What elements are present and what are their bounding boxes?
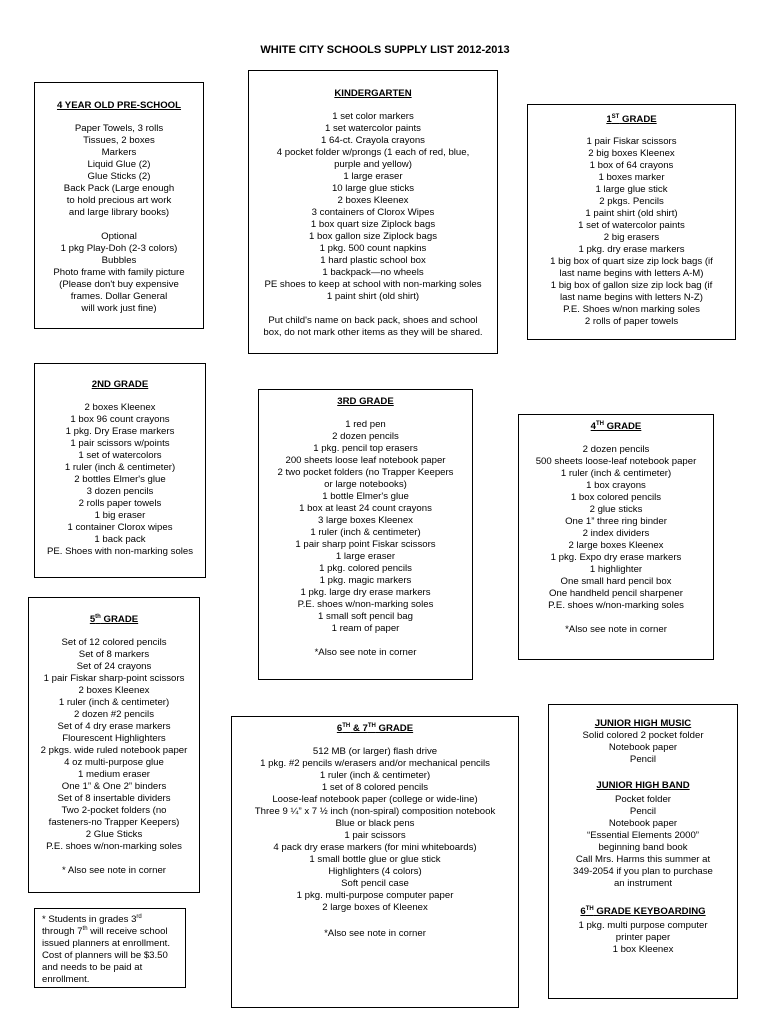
list-item: 1 backpack—no wheels: [322, 267, 424, 278]
kindergarten-items: [249, 111, 497, 303]
list-item: 1 bottle Elmer's glue: [322, 491, 409, 502]
list-item: 1 set of watercolors: [78, 450, 162, 461]
list-item: to hold precious art work: [66, 195, 172, 206]
list-item: PE. Shoes with non-marking soles: [46, 546, 194, 557]
list-item: 2 big erasers: [603, 232, 660, 243]
list-item: Photo frame with family picture: [53, 267, 185, 278]
list-item: 1 pkg. magic markers: [319, 575, 412, 586]
list-item: 1 ruler (inch & centimeter): [310, 527, 421, 538]
list-item: One 1” three ring binder: [565, 516, 667, 527]
list-item: 1 box quart size Ziplock bags: [310, 219, 436, 230]
band-items: [549, 794, 737, 890]
preschool-heading: 4 YEAR OLD PRE-SCHOOL: [56, 100, 182, 111]
list-item: Glue Sticks (2): [87, 171, 151, 182]
list-item: 1 large glue stick: [595, 184, 668, 195]
preschool-optional-items: [35, 243, 203, 315]
list-item: 500 sheets loose-leaf notebook paper: [535, 456, 697, 467]
junior-high-box: [548, 704, 738, 999]
kindergarten-heading: KINDERGARTEN: [334, 88, 412, 99]
list-item: and large library books): [68, 207, 170, 218]
list-item: 1 box gallon size Ziplock bags: [309, 231, 437, 242]
list-item: Put child's name on back pack, shoes and school: [268, 315, 478, 326]
list-item: 1 hard plastic school box: [320, 255, 426, 266]
list-item: 1 pair Fiskar scissors: [586, 136, 677, 147]
list-item: 1 ruler (inch & centimeter): [560, 468, 672, 479]
list-item: Two 2-pocket folders (no: [61, 805, 167, 816]
list-item: 1 pkg. #2 pencils w/erasers and/or mechanical pencils: [260, 758, 490, 769]
list-item: 1 small bottle glue or glue stick: [309, 854, 441, 865]
list-item: 2 big boxes Kleenex: [588, 148, 675, 159]
list-item: 10 large glue sticks: [331, 183, 415, 194]
list-item: 200 sheets loose leaf notebook paper: [285, 455, 446, 466]
grade5-heading: 5th GRADE: [89, 613, 139, 625]
list-item: 1 pkg. Expo dry erase markers: [550, 552, 682, 563]
list-item: Back Pack (Large enough: [63, 183, 175, 194]
list-item: Pencil: [629, 754, 657, 765]
list-item: Notebook paper: [608, 818, 678, 829]
list-item: 1 box at least 24 count crayons: [299, 503, 432, 514]
list-item: 2 glue sticks: [589, 504, 643, 515]
preschool-optional-label: Optional: [101, 231, 137, 242]
list-item: 1 pair sharp point Fiskar scissors: [295, 539, 436, 550]
list-item: 4 pack dry erase markers (for mini whiteboards): [273, 842, 477, 853]
list-item: Cost of planners will be $3.50: [42, 950, 168, 961]
music-items: [549, 730, 737, 766]
list-item: frames. Dollar General: [70, 291, 168, 302]
page-title: WHITE CITY SCHOOLS SUPPLY LIST 2012-2013: [260, 44, 510, 56]
list-item: printer paper: [615, 932, 671, 943]
list-item: 1 box colored pencils: [570, 492, 662, 503]
list-item: purple and yellow): [334, 159, 412, 170]
list-item: 2 dozen #2 pencils: [73, 709, 154, 720]
list-item: 4 oz multi-purpose glue: [64, 757, 164, 768]
preschool-box: [34, 82, 204, 329]
list-item: 1 red pen: [345, 419, 386, 430]
list-item: Highlighters (4 colors): [328, 866, 422, 877]
grade1-items: [528, 136, 735, 328]
grade4-items: [519, 444, 713, 612]
list-item: (Please don't buy expensive: [59, 279, 179, 290]
list-item: One handheld pencil sharpener: [549, 588, 683, 599]
grade67-note: *Also see note in corner: [324, 928, 426, 939]
list-item: 1 medium eraser: [78, 769, 150, 780]
list-item: 1 big eraser: [94, 510, 146, 521]
list-item: One small hard pencil box: [560, 576, 672, 587]
list-item: 1 large eraser: [335, 551, 396, 562]
list-item: 1 box crayons: [586, 480, 646, 491]
list-item: 1 set of watercolor paints: [578, 220, 685, 231]
grade1-heading: 1ST GRADE: [606, 113, 657, 125]
list-item: 2 two pocket folders (no Trapper Keepers: [277, 467, 454, 478]
grade3-box: [258, 389, 473, 680]
list-item: 1 set color markers: [332, 111, 414, 122]
list-item: last name begins with letters A-M): [559, 268, 704, 279]
list-item: 1 box 96 count crayons: [70, 414, 170, 425]
grade2-items: [35, 402, 205, 558]
list-item: beginning band book: [598, 842, 688, 853]
list-item: will work just fine): [81, 303, 157, 314]
list-item: 1 pair Fiskar sharp-point scissors: [43, 673, 185, 684]
list-item: Set of 8 insertable dividers: [57, 793, 171, 804]
list-item: Call Mrs. Harms this summer at: [575, 854, 711, 865]
list-item: issued planners at enrollment.: [42, 938, 170, 949]
grade67-heading: 6TH & 7TH GRADE: [336, 722, 414, 734]
list-item: 1 back pack: [94, 534, 146, 545]
list-item: 349-2054 if you plan to purchase: [573, 866, 713, 877]
list-item: box, do not mark other items as they will be shared.: [263, 327, 483, 338]
list-item: 1 pkg. colored pencils: [319, 563, 412, 574]
list-item: Set of 12 colored pencils: [61, 637, 167, 648]
list-item: 1 64-ct. Crayola crayons: [321, 135, 425, 146]
list-item: 1 pkg. Dry Erase markers: [65, 426, 175, 437]
list-item: 1 large eraser: [343, 171, 403, 182]
list-item: Three 9 ¼” x 7 ½ inch (non-spiral) composition notebook: [254, 806, 496, 817]
list-item: 2 dozen pencils: [332, 431, 399, 442]
list-item: 2 boxes Kleenex: [78, 685, 150, 696]
list-item: 1 big box of quart size zip lock bags (if: [550, 256, 713, 267]
list-item: One 1” & One 2” binders: [61, 781, 167, 792]
corner-note-line: * Students in grades 3rd: [42, 913, 142, 925]
list-item: P.E. shoes w/non-marking soles: [548, 600, 684, 611]
list-item: 1 boxes marker: [598, 172, 665, 183]
list-item: Set of 4 dry erase markers: [57, 721, 171, 732]
list-item: 1 paint shirt (old shirt): [585, 208, 678, 219]
list-item: 1 pkg. multi purpose computer: [578, 920, 708, 931]
list-item: 2 bottles Elmer's glue: [74, 474, 166, 485]
grade4-heading: 4TH GRADE: [590, 420, 642, 432]
list-item: 2 boxes Kleenex: [337, 195, 409, 206]
list-item: 1 pair scissors: [344, 830, 406, 841]
list-item: Pencil: [629, 806, 657, 817]
list-item: 2 large boxes Kleenex: [568, 540, 664, 551]
list-item: 512 MB (or larger) flash drive: [312, 746, 438, 757]
list-item: 3 dozen pencils: [86, 486, 154, 497]
list-item: 2 Glue Sticks: [85, 829, 143, 840]
list-item: 1 box of 64 crayons: [589, 160, 674, 171]
list-item: enrollment.: [42, 974, 90, 985]
list-item: last name begins with letters N-Z): [560, 292, 703, 303]
list-item: 1 paint shirt (old shirt): [326, 291, 420, 302]
grade4-note: *Also see note in corner: [565, 624, 667, 635]
keyboarding-items: [549, 920, 737, 956]
list-item: 2 rolls paper towels: [78, 498, 162, 509]
list-item: Paper Towels, 3 rolls: [74, 123, 164, 134]
list-item: PE shoes to keep at school with non-marking soles: [264, 279, 482, 290]
list-item: 1 pkg. pencil top erasers: [313, 443, 418, 454]
grade67-box: [231, 716, 519, 1008]
grade4-box: [518, 414, 714, 660]
keyboarding-heading: 6TH GRADE KEYBOARDING: [580, 905, 706, 917]
list-item: 1 ruler (inch & centimeter): [58, 697, 170, 708]
list-item: 1 pair scissors w/points: [70, 438, 170, 449]
list-item: and needs to be paid at: [42, 962, 143, 973]
grade3-items: [259, 419, 472, 635]
list-item: 3 containers of Clorox Wipes: [311, 207, 435, 218]
list-item: Tissues, 2 boxes: [83, 135, 155, 146]
list-item: an instrument: [613, 878, 673, 889]
grade67-items: [232, 746, 518, 914]
list-item: 1 container Clorox wipes: [67, 522, 173, 533]
corner-note-line: through 7th will receive school: [42, 925, 168, 937]
list-item: 2 index dividers: [582, 528, 650, 539]
grade5-note: * Also see note in corner: [62, 865, 166, 876]
list-item: 2 pkgs. wide ruled notebook paper: [40, 745, 188, 756]
grade3-note: *Also see note in corner: [314, 647, 417, 658]
list-item: 1 highlighter: [589, 564, 643, 575]
list-item: Flourescent Highlighters: [62, 733, 166, 744]
list-item: Set of 8 markers: [78, 649, 150, 660]
list-item: 1 small soft pencil bag: [318, 611, 413, 622]
kindergarten-note: [249, 315, 497, 339]
list-item: Pocket folder: [615, 794, 671, 805]
list-item: fasteners-no Trapper Keepers): [48, 817, 180, 828]
preschool-items: [35, 123, 203, 219]
list-item: 2 rolls of paper towels: [584, 316, 679, 327]
list-item: Solid colored 2 pocket folder: [582, 730, 704, 741]
list-item: 4 pocket folder w/prongs (1 each of red, blue,: [276, 147, 470, 158]
list-item: 1 pkg Play-Doh (2-3 colors): [60, 243, 178, 254]
list-item: 2 boxes Kleenex: [84, 402, 156, 413]
band-heading: JUNIOR HIGH BAND: [596, 780, 690, 791]
list-item: 1 ream of paper: [331, 623, 400, 634]
list-item: 1 set of 8 colored pencils: [321, 782, 429, 793]
grade2-heading: 2ND GRADE: [91, 379, 149, 390]
list-item: 1 big box of gallon size zip lock bag (if: [550, 280, 713, 291]
list-item: 1 box Kleenex: [612, 944, 674, 955]
list-item: 2 large boxes of Kleenex: [322, 902, 428, 913]
list-item: Notebook paper: [608, 742, 678, 753]
list-item: 1 pkg. large dry erase markers: [300, 587, 431, 598]
list-item: 1 pkg. dry erase markers: [578, 244, 685, 255]
grade2-box: [34, 363, 206, 578]
list-item: “Essential Elements 2000”: [587, 830, 699, 841]
list-item: Loose-leaf notebook paper (college or wide-line): [272, 794, 478, 805]
grade5-box: [28, 597, 200, 893]
list-item: Markers: [101, 147, 137, 158]
list-item: 2 dozen pencils: [582, 444, 650, 455]
list-item: or large notebooks): [324, 479, 407, 490]
list-item: P.E. Shoes w/non marking soles: [563, 304, 700, 315]
list-item: P.E. shoes w/non-marking soles: [297, 599, 434, 610]
list-item: Blue or black pens: [335, 818, 415, 829]
list-item: 2 pkgs. Pencils: [599, 196, 664, 207]
kindergarten-box: [248, 70, 498, 354]
list-item: 1 ruler (inch & centimeter): [319, 770, 431, 781]
grade5-items: [29, 637, 199, 853]
list-item: Soft pencil case: [341, 878, 409, 889]
grade3-heading: 3RD GRADE: [337, 396, 394, 407]
corner-note-box: [34, 908, 186, 988]
list-item: 3 large boxes Kleenex: [318, 515, 413, 526]
list-item: Set of 24 crayons: [76, 661, 152, 672]
list-item: Bubbles: [101, 255, 137, 266]
corner-note-lines: [42, 938, 178, 986]
list-item: 1 ruler (inch & centimeter): [64, 462, 176, 473]
list-item: P.E. shoes w/non-marking soles: [46, 841, 182, 852]
list-item: 1 set watercolor paints: [325, 123, 421, 134]
music-heading: JUNIOR HIGH MUSIC: [594, 718, 692, 729]
list-item: Liquid Glue (2): [87, 159, 151, 170]
grade1-box: [527, 104, 736, 340]
list-item: 1 pkg. 500 count napkins: [319, 243, 427, 254]
list-item: 1 pkg. multi-purpose computer paper: [296, 890, 454, 901]
